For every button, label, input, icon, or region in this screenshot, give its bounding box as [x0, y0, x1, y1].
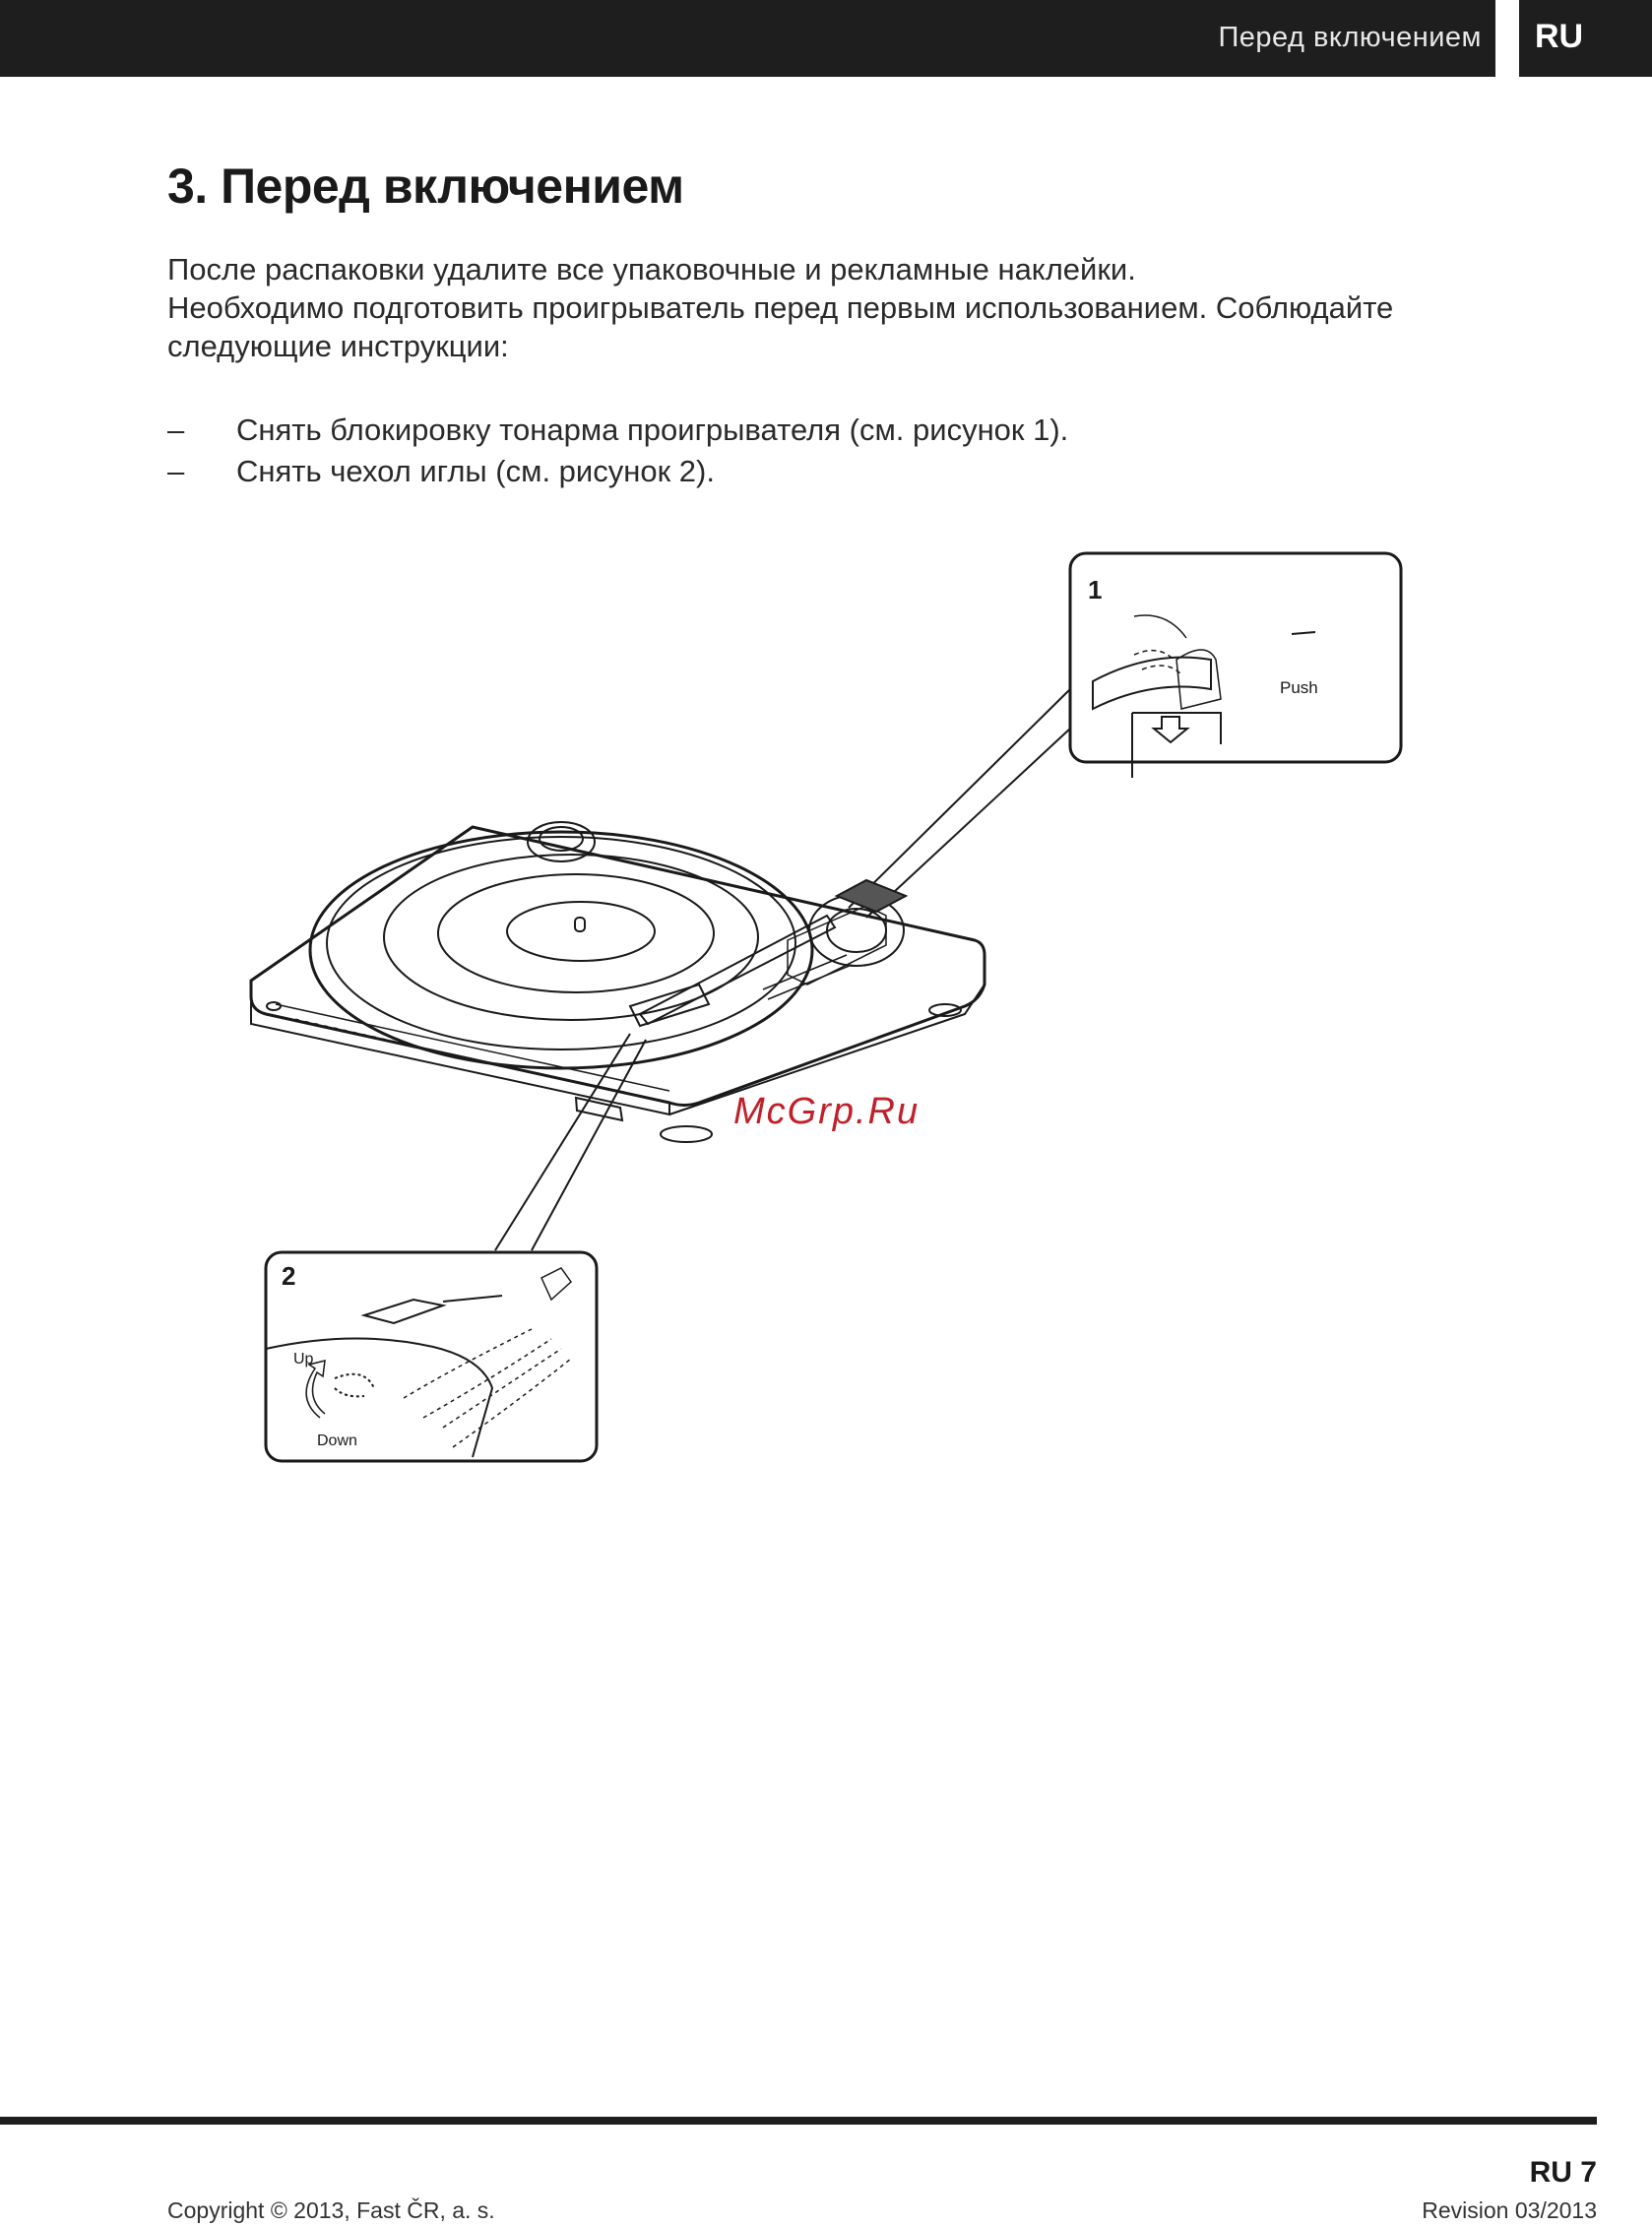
step-dash: – [167, 413, 185, 447]
intro-line-1: После распаковки удалите все упаковочные и рекламные наклейки. [167, 252, 1136, 286]
step-text: Снять блокировку тонарма проигрывателя (см. рисунок 1). [236, 413, 1069, 447]
step-item [167, 410, 1447, 451]
callout-box-2 [266, 1252, 597, 1461]
callout1-number: 1 [1088, 575, 1103, 604]
down-label: Down [317, 1432, 357, 1449]
push-label: Push [1280, 678, 1318, 697]
header-bar [0, 0, 1495, 77]
callout1-leader [849, 689, 1070, 918]
up-label: Up [293, 1351, 314, 1368]
section-title: Перед включением [1218, 22, 1482, 53]
tonearm [630, 880, 906, 1026]
language-badge [1519, 0, 1652, 77]
callout-box-1 [1070, 553, 1401, 778]
step-item [167, 451, 1447, 492]
footer-rule [0, 2117, 1597, 2125]
intro-line-2: Необходимо подготовить проигрыватель перед первым использованием. Соблюдайте следующие инструкции: [167, 290, 1394, 363]
turntable-illustration [236, 551, 1437, 1477]
steps-list [167, 410, 1447, 492]
page-heading: 3. Перед включением [167, 159, 684, 214]
callout2-number: 2 [282, 1261, 296, 1291]
copyright-text: Copyright © 2013, Fast ČR, a. s. [167, 2197, 495, 2223]
page-number: RU 7 [1529, 2156, 1597, 2189]
watermark: McGrp.Ru [733, 1091, 921, 1132]
platter [310, 832, 812, 1068]
step-dash: – [167, 454, 185, 488]
language-label: RU [1535, 18, 1584, 55]
revision-text: Revision 03/2013 [1422, 2197, 1597, 2223]
intro-text [167, 250, 1447, 365]
step-text: Снять чехол иглы (см. рисунок 2). [236, 454, 715, 488]
